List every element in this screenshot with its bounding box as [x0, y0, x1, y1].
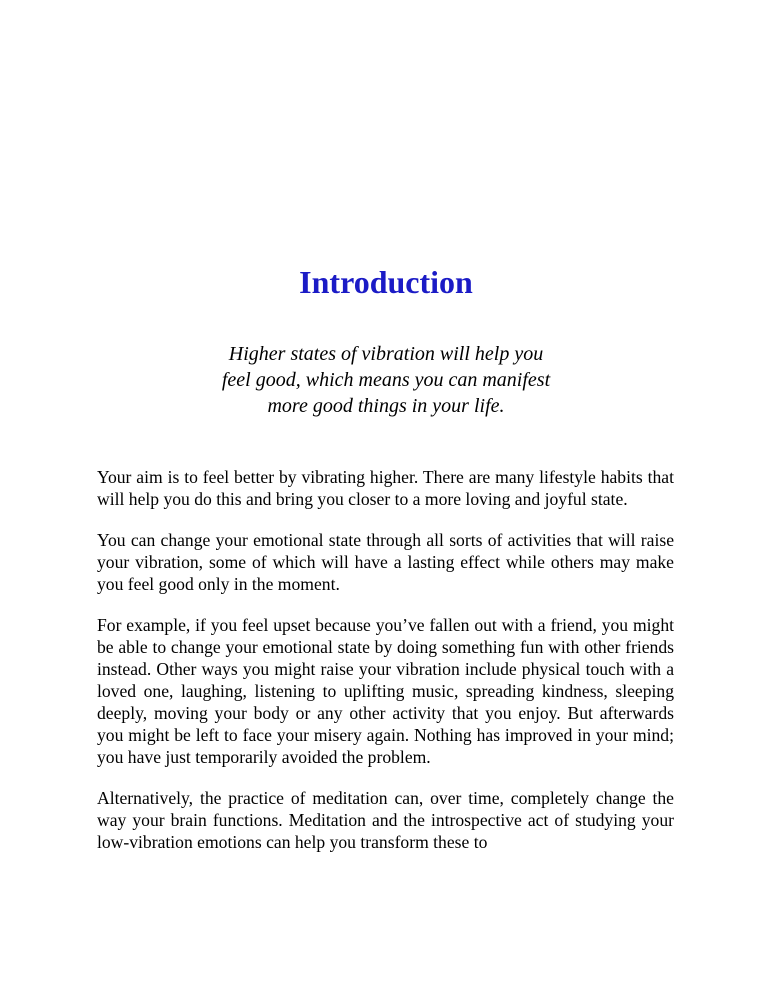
paragraph: Your aim is to feel better by vibrating higher. There are many lifestyle habits that will help you do this and bring you closer to a more loving and joyful state. — [97, 467, 674, 509]
epigraph-line: Higher states of vibration will help you — [228, 343, 544, 365]
paragraph: You can change your emotional state through all sorts of activities that will raise your vibration, some of which will have a lasting effect while others may make you feel good only in the moment. — [97, 530, 674, 594]
paragraph: For example, if you feel upset because you’ve fallen out with a friend, you might be able to change your emotional state by doing something fun with other friends instead. Other ways you might raise your vibration include physical touch with a loved one, laughing, listening to uplifting music, spreading kindness, sleeping deeply, moving your body or any other activity that you enjoy. But afterwards you might be left to face your misery again. Nothing has improved in your mind; you have just temporarily avoided the problem. — [97, 615, 674, 767]
paragraph: Alternatively, the practice of meditation can, over time, completely change the way your brain functions. Meditation and the introspective act of studying your low-vibration emotions can help you transform these to — [97, 788, 674, 852]
epigraph-line: more good things in your life. — [267, 395, 505, 417]
epigraph-quote — [186, 341, 586, 419]
body-text — [97, 466, 674, 872]
page-title: Introduction — [299, 264, 473, 300]
epigraph-line: feel good, which means you can manifest — [221, 369, 551, 391]
